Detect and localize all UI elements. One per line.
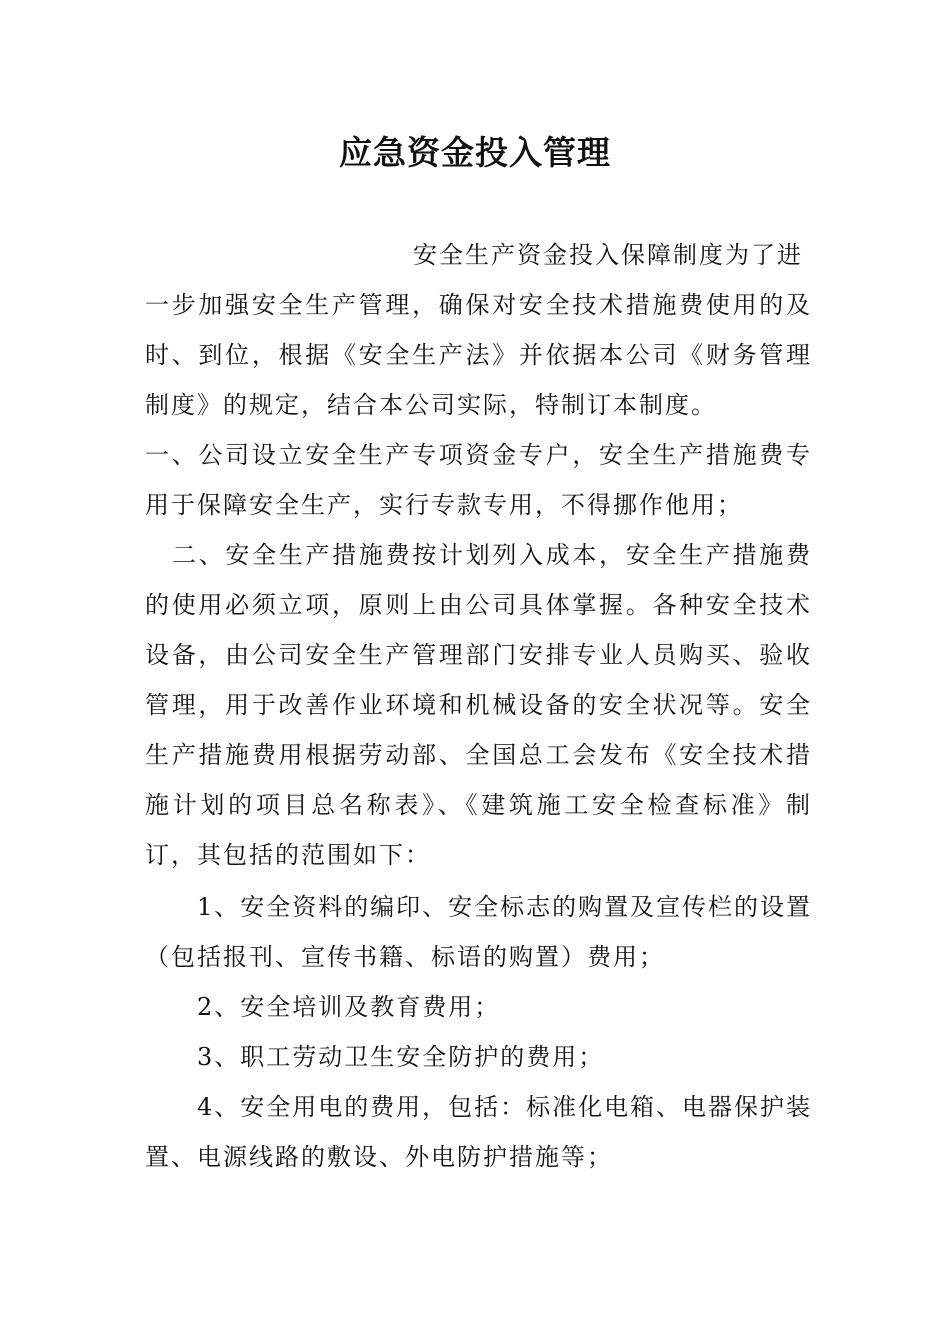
text-line: 置、电源线路的敷设、外电防护措施等； [145,1143,613,1171]
document-title: 应急资金投入管理 [339,133,611,172]
text-line: 二、安全生产措施费按计划列入成本，安全生产措施费 [172,541,810,569]
text-line: 生产措施费用根据劳动部、全国总工会发布《安全技术措 [145,741,810,769]
text-line: （包括报刊、宣传书籍、标语的购置）费用； [145,943,665,971]
text-line: 时、到位，根据《安全生产法》并依据本公司《财务管理 [145,341,810,369]
text-line: 1、安全资料的编印、安全标志的购置及宣传栏的设置 [197,893,810,921]
text-line: 制度》的规定，结合本公司实际，特制订本制度。 [145,391,717,419]
text-line: 2、安全培训及教育费用； [197,993,501,1021]
text-line: 安全生产资金投入保障制度为了进 [413,241,803,269]
text-line: 用于保障安全生产，实行专款专用，不得挪作他用； [145,491,743,519]
text-line: 管理，用于改善作业环境和机械设备的安全状况等。安全 [145,691,810,719]
text-line: 施计划的项目总名称表》、《建筑施工安全检查标准》制 [145,791,810,819]
text-line: 一、公司设立安全生产专项资金专户，安全生产措施费专 [145,441,810,469]
text-line: 一步加强安全生产管理，确保对安全技术措施费使用的及 [145,291,810,319]
text-line: 的使用必须立项，原则上由公司具体掌握。各种安全技术 [145,591,810,619]
text-line: 设备，由公司安全生产管理部门安排专业人员购买、验收 [145,641,810,669]
document-body [145,230,810,1182]
text-line: 订，其包括的范围如下： [145,841,431,869]
text-line: 3、职工劳动卫生安全防护的费用； [197,1043,605,1071]
text-line: 4、安全用电的费用，包括：标准化电箱、电器保护装 [197,1093,810,1121]
